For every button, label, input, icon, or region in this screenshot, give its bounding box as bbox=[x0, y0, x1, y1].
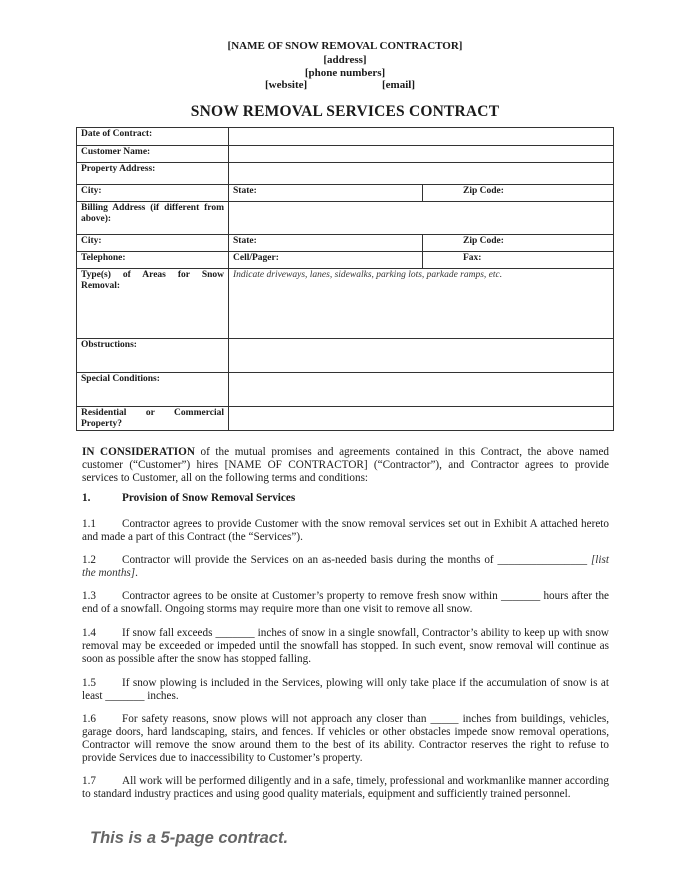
clause-1-6 bbox=[82, 713, 609, 765]
intro-text: of the mutual promises and agreements contained in this Contract, the above named customer (“Customer”) hires [NAME OF CONTRACTOR] (“Contractor”), and Contractor agrees to provide services to Customer, all on the following terms and conditions: bbox=[82, 446, 610, 484]
contract-details-form bbox=[76, 127, 614, 431]
property-address-field[interactable] bbox=[229, 163, 614, 185]
billing-address-field[interactable] bbox=[229, 202, 614, 235]
contractor-email: [email] bbox=[382, 79, 415, 91]
clause-number: 1.5 bbox=[82, 677, 96, 689]
cell-pager-field[interactable]: Cell/Pager: bbox=[229, 252, 423, 269]
clause-hint: [list the months] bbox=[82, 554, 609, 579]
clause-number: 1.6 bbox=[82, 713, 96, 725]
customer-name-label: Customer Name: bbox=[77, 146, 229, 163]
clause-1-7 bbox=[82, 775, 609, 801]
contractor-address: [address] bbox=[323, 54, 367, 66]
state-field[interactable]: State: bbox=[229, 185, 423, 202]
clause-text: Contractor will provide the Services on an as-needed basis during the months of ________________ bbox=[122, 554, 588, 566]
clause-text: If snow fall exceeds _______ inches of snow in a single snowfall, Contractor’s ability to keep up with snow removal may be exceeded or impeded until the snowfall has stopped. In such event, snow removal will continue as soon as possible after the snow has stopped falling. bbox=[82, 627, 609, 665]
clause-number: 1.3 bbox=[82, 590, 96, 602]
clause-text: Contractor agrees to provide Customer with the snow removal services set out in Exhibit A attached hereto and made a part of this Contract (the “Services”). bbox=[82, 518, 609, 543]
clause-1-5 bbox=[82, 677, 609, 703]
billing-state-field[interactable]: State: bbox=[229, 235, 423, 252]
billing-city-label: City: bbox=[77, 235, 229, 252]
property-type-field[interactable] bbox=[229, 407, 614, 431]
section-1-heading bbox=[82, 492, 609, 505]
document-title: SNOW REMOVAL SERVICES CONTRACT bbox=[190, 103, 500, 120]
contractor-name: [NAME OF SNOW REMOVAL CONTRACTOR] bbox=[227, 40, 463, 52]
date-of-contract-label: Date of Contract: bbox=[77, 128, 229, 146]
special-conditions-field[interactable] bbox=[229, 373, 614, 407]
areas-for-snow-removal-label: Type(s) of Areas for Snow Removal: bbox=[77, 269, 229, 339]
fax-field[interactable]: Fax: bbox=[423, 252, 614, 269]
page-count-note: This is a 5-page contract. bbox=[90, 829, 289, 847]
clause-text: All work will be performed diligently and in a safe, timely, professional and workmanlike manner according to standard industry practices and using good quality materials, equipment and sufficiently trained personnel. bbox=[82, 775, 609, 800]
special-conditions-label: Special Conditions: bbox=[77, 373, 229, 407]
intro-lead: IN CONSIDERATION bbox=[82, 446, 195, 458]
property-address-label: Property Address: bbox=[77, 163, 229, 185]
clause-text: For safety reasons, snow plows will not approach any closer than _____ inches from buildings, vehicles, garage doors, hard landscaping, stairs, and fences. If vehicles or other obstacles impede snow removal operations, Contractor will remove the snow around them to the best of its ability. Contractor reserves the right to refuse to provide Services due to inaccessibility to Customer’s property. bbox=[82, 713, 609, 764]
clause-1-1 bbox=[82, 518, 609, 544]
clause-number: 1.2 bbox=[82, 554, 96, 566]
property-type-label: Residential or Commercial Property? bbox=[77, 407, 229, 431]
billing-address-label: Billing Address (if different from above): bbox=[77, 202, 229, 235]
clause-1-4 bbox=[82, 627, 609, 666]
section-title: Provision of Snow Removal Services bbox=[122, 492, 296, 504]
obstructions-field[interactable] bbox=[229, 339, 614, 373]
intro-paragraph bbox=[82, 446, 609, 485]
contractor-phone: [phone numbers] bbox=[304, 67, 386, 79]
clause-1-2 bbox=[82, 554, 609, 580]
customer-name-field[interactable] bbox=[229, 146, 614, 163]
city-label: City: bbox=[77, 185, 229, 202]
clause-number: 1.7 bbox=[82, 775, 96, 787]
clause-number: 1.4 bbox=[82, 627, 96, 639]
telephone-label: Telephone: bbox=[77, 252, 229, 269]
clause-number: 1.1 bbox=[82, 518, 96, 530]
obstructions-label: Obstructions: bbox=[77, 339, 229, 373]
section-number: 1. bbox=[82, 492, 91, 504]
zip-code-field[interactable]: Zip Code: bbox=[423, 185, 614, 202]
date-of-contract-field[interactable] bbox=[229, 128, 614, 146]
clause-text: If snow plowing is included in the Services, plowing will only take place if the accumulation of snow is at least _______ inches. bbox=[82, 677, 609, 702]
clause-end: . bbox=[135, 567, 138, 579]
clause-text: Contractor agrees to be onsite at Customer’s property to remove fresh snow within _______ hours after the end of a snowfall. Ongoing storms may require more than one visit to remove all snow. bbox=[82, 590, 609, 615]
billing-zip-code-field[interactable]: Zip Code: bbox=[423, 235, 614, 252]
areas-for-snow-removal-field[interactable]: Indicate driveways, lanes, sidewalks, parking lots, parkade ramps, etc. bbox=[229, 269, 614, 339]
contractor-website: [website] bbox=[265, 79, 308, 91]
clause-1-3 bbox=[82, 590, 609, 616]
